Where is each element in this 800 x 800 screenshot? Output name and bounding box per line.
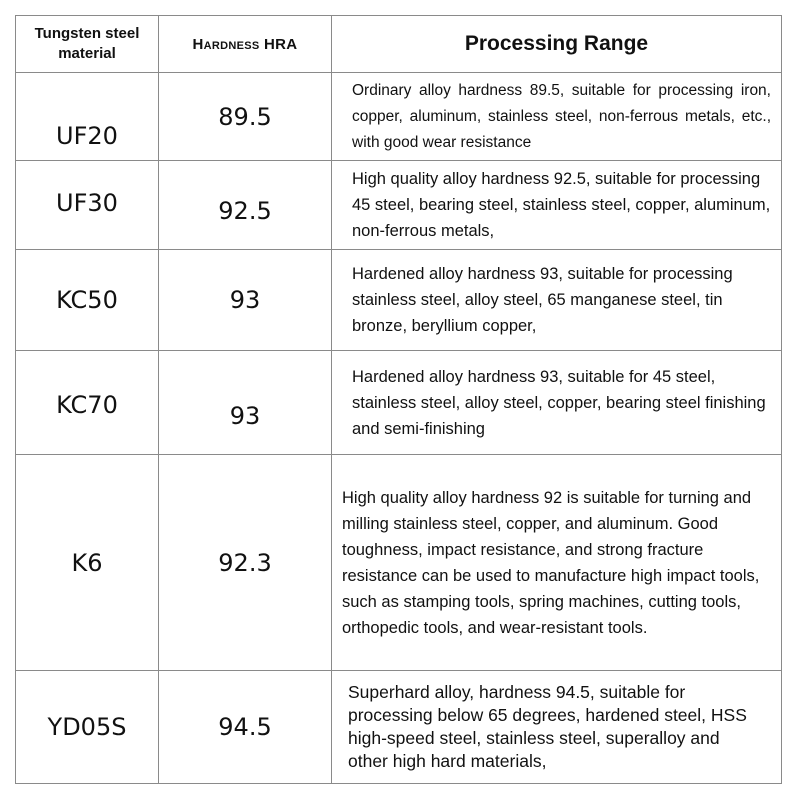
table-row <box>16 671 782 784</box>
processing-range-cell <box>332 455 782 671</box>
table-row <box>16 161 782 250</box>
processing-range-cell <box>332 73 782 161</box>
hardness-cell: 94.5 <box>159 671 332 784</box>
hardness-column-header: Hardness HRA <box>159 16 332 73</box>
material-cell: KC70 <box>16 351 159 455</box>
material-cell: UF30 <box>16 161 159 250</box>
table-row <box>16 73 782 161</box>
processing-range-column-header: Processing Range <box>332 16 782 73</box>
processing-range-text: Superhard alloy, hardness 94.5, suitable for processing below 65 degrees, hardened steel, HSS high-speed steel, stainless steel, superalloy and other high hard materials, <box>348 682 747 771</box>
processing-range-cell <box>332 351 782 455</box>
processing-range-cell <box>332 250 782 351</box>
processing-range-cell <box>332 671 782 784</box>
processing-range-text: High quality alloy hardness 92.5, suitable for processing 45 steel, bearing steel, stainless steel, copper, aluminum, non-ferrous metals, <box>352 170 771 240</box>
processing-range-text: Hardened alloy hardness 93, suitable for 45 steel, stainless steel, alloy steel, copper, bearing steel finishing and semi-finishing <box>352 367 766 438</box>
processing-range-cell <box>332 161 782 250</box>
processing-range-text: Ordinary alloy hardness 89.5, suitable for processing iron, copper, aluminum, stainless steel, non-ferrous metals, etc., with good wear resistance <box>352 81 771 151</box>
hardness-cell: 93 <box>159 250 332 351</box>
material-column-header: Tungsten steel material <box>16 16 159 73</box>
hardness-cell: 93 <box>159 351 332 455</box>
processing-range-text: High quality alloy hardness 92 is suitable for turning and milling stainless steel, copper, and aluminum. Good toughness, impact resistance, and strong fracture resistance can be used to manufacture high impact tools, such as stamping tools, spring machines, cutting tools, orthopedic tools, and wear-resistant tools. <box>342 488 760 637</box>
tungsten-steel-spec-table <box>15 15 782 784</box>
material-cell: KC50 <box>16 250 159 351</box>
hardness-cell: 92.3 <box>159 455 332 671</box>
table-row <box>16 455 782 671</box>
table-row <box>16 250 782 351</box>
processing-range-text: Hardened alloy hardness 93, suitable for processing stainless steel, alloy steel, 65 manganese steel, tin bronze, beryllium copper, <box>352 265 733 335</box>
table-row <box>16 351 782 455</box>
hardness-cell: 89.5 <box>159 73 332 161</box>
header-row <box>16 16 782 73</box>
hardness-cell: 92.5 <box>159 161 332 250</box>
material-cell: YD05S <box>16 671 159 784</box>
material-cell: UF20 <box>16 73 159 161</box>
material-cell: K6 <box>16 455 159 671</box>
